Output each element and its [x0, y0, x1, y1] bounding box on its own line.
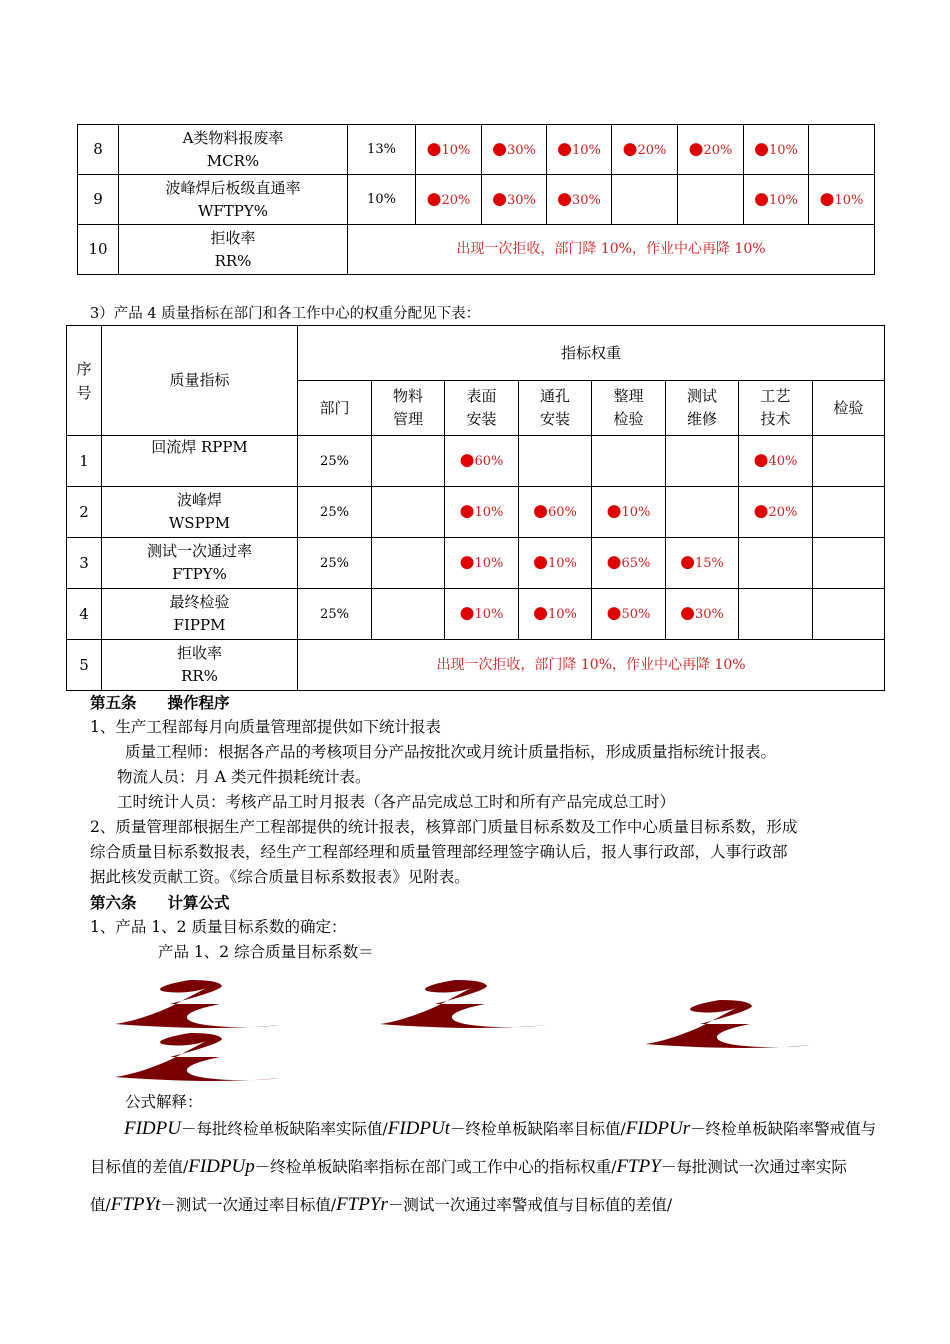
t2-row-1-weight-3	[592, 436, 666, 487]
header-col-label: 整理	[613, 387, 644, 405]
t1-row-9-weight-4	[678, 175, 744, 225]
header-col-4	[592, 381, 666, 436]
var-ftpy: FTPY	[616, 1156, 661, 1177]
t2-row-3-weight-4	[666, 538, 739, 589]
table-row	[67, 487, 885, 538]
bullet-icon: ●	[606, 603, 622, 623]
bullet-icon: ●	[753, 501, 769, 521]
t2-row-4-dept: 25%	[298, 589, 372, 640]
weight-value: 20%	[441, 192, 471, 208]
var-ftpyt: FTPYt	[110, 1194, 161, 1215]
t2-row-1-indicator	[102, 436, 298, 487]
t2-row-4-indicator-code: FIPPM	[173, 616, 226, 634]
t1-row-10-indicator-name: 拒收率	[210, 228, 256, 247]
bullet-icon: ●	[557, 138, 572, 159]
t1-row-8-weight-4	[678, 125, 744, 175]
var-fidpu-desc: －每批终检单板缺陷率实际值/	[180, 1120, 388, 1138]
weight-value: 20%	[637, 142, 667, 158]
header-col-0	[298, 381, 372, 436]
table-row	[67, 640, 885, 691]
header-col-label: 物料	[392, 387, 423, 405]
table-row	[67, 436, 885, 487]
t1-row-9-weight-3	[612, 175, 678, 225]
t1-row-8-weight-5	[744, 125, 809, 175]
table-row	[67, 589, 885, 640]
bullet-icon: ●	[533, 501, 548, 521]
header-col-label: 安装	[466, 410, 497, 428]
bullet-icon: ●	[754, 188, 769, 209]
t1-row-9-weight-1	[482, 175, 547, 225]
t2-row-3-weight-3	[592, 538, 666, 589]
formula-placeholder-graphic	[100, 975, 820, 1090]
weight-value: 60%	[474, 454, 504, 469]
header-col-label: 管理	[392, 410, 423, 428]
t2-row-4-weight-3	[592, 589, 666, 640]
table-row	[78, 175, 875, 225]
t2-row-1-dept: 25%	[298, 436, 372, 487]
t2-row-3-no: 3	[67, 538, 102, 589]
t2-row-1-weight-0	[372, 436, 445, 487]
t2-row-2-indicator	[102, 487, 298, 538]
t1-row-8-no: 8	[78, 125, 119, 175]
bullet-icon: ●	[680, 552, 695, 572]
t1-row-9-indicator-code: WFTPY%	[197, 201, 269, 220]
article-5-line-2: 质量工程师：根据各产品的考核项目分产品按批次或月统计质量指标，形成质量指标统计报表。	[125, 743, 777, 761]
header-col-3	[519, 381, 592, 436]
bullet-icon: ●	[680, 603, 695, 623]
t2-row-4-indicator	[102, 589, 298, 640]
bullet-icon: ●	[533, 603, 548, 623]
bullet-icon: ●	[459, 501, 475, 521]
t1-row-9-weight-5	[744, 175, 809, 225]
bullet-icon: ●	[459, 450, 475, 470]
bullet-icon: ●	[754, 138, 769, 159]
weight-value: 10%	[474, 607, 504, 622]
t1-row-8-indicator-name: A类物料报废率	[182, 128, 284, 147]
t2-row-1-weight-1	[445, 436, 519, 487]
weight-value: 10%	[768, 192, 798, 208]
header-col-6	[739, 381, 813, 436]
t2-row-4-weight-2	[519, 589, 592, 640]
t2-row-5-note: 出现一次拒收，部门降 10%，作业中心再降 10%	[298, 640, 885, 691]
article-5-line-3: 物流人员：月 A 类元件损耗统计表。	[117, 768, 371, 786]
var-ftpyr: FTPYr	[336, 1194, 388, 1215]
weight-value: 60%	[547, 505, 577, 520]
header-col-label: 工艺	[760, 387, 791, 405]
bullet-icon: ●	[606, 552, 622, 572]
bullet-icon: ●	[459, 552, 475, 572]
t2-row-3-weight-2	[519, 538, 592, 589]
header-weight: 指标权重	[298, 326, 885, 381]
t1-row-9-weight-6	[809, 175, 875, 225]
article-5-line-5: 2、质量管理部根据生产工程部提供的统计报表，核算部门质量目标系数及工作中心质量目标系数，形成	[90, 818, 798, 836]
header-col-label: 安装	[539, 410, 570, 428]
t1-row-10-no: 10	[78, 225, 119, 275]
weight-value: 20%	[768, 505, 798, 520]
t2-row-1-no: 1	[67, 436, 102, 487]
t1-row-8-indicator	[119, 125, 348, 175]
var-fidput: FIDPUt	[387, 1118, 450, 1139]
header-seq-label: 序号	[76, 359, 92, 402]
t1-row-8-weight-6	[809, 125, 875, 175]
t1-row-8-target: 13%	[348, 125, 416, 175]
var-fidpur-desc: －终检单板缺陷率警戒值与目标值的差值/	[90, 1120, 877, 1176]
t2-row-2-indicator-code: WSPPM	[168, 514, 231, 532]
bullet-icon: ●	[426, 138, 442, 159]
t2-row-4-weight-4	[666, 589, 739, 640]
weight-value: 20%	[703, 142, 733, 158]
t2-row-1-weight-6	[813, 436, 885, 487]
header-col-label: 通孔	[539, 387, 570, 405]
formula-symbol-2	[380, 980, 545, 1028]
weight-value: 40%	[768, 454, 798, 469]
t2-row-4-weight-1	[445, 589, 519, 640]
t2-row-3-indicator	[102, 538, 298, 589]
t2-row-1-weight-4	[666, 436, 739, 487]
t2-row-1-indicator-name: 回流焊 RPPM	[151, 438, 248, 456]
bullet-icon: ●	[533, 552, 548, 572]
t2-row-2-weight-2	[519, 487, 592, 538]
t2-row-5-indicator-name: 拒收率	[176, 644, 222, 662]
header-col-label: 检验	[833, 398, 864, 417]
t1-row-8-weight-3	[612, 125, 678, 175]
t2-row-4-indicator-name: 最终检验	[169, 593, 230, 611]
bullet-icon: ●	[459, 603, 475, 623]
weight-value: 10%	[474, 505, 504, 520]
weight-value: 10%	[547, 607, 577, 622]
weight-value: 50%	[621, 607, 651, 622]
table-row	[78, 125, 875, 175]
t2-row-2-indicator-name: 波峰焊	[176, 491, 222, 509]
var-ftpy-desc: －每批测试一次通过率实际值/	[90, 1158, 847, 1214]
article-6-title: 第六条 计算公式	[90, 893, 230, 912]
t1-row-8-weight-1	[482, 125, 547, 175]
article-5-line-1: 1、生产工程部每月向质量管理部提供如下统计报表	[90, 718, 441, 736]
header-col-5	[666, 381, 739, 436]
header-seq	[67, 326, 102, 436]
header-col-label: 检验	[613, 410, 644, 428]
weight-value: 10%	[571, 142, 601, 158]
t2-row-5-indicator	[102, 640, 298, 691]
article-6-line-2: 产品 1、2 综合质量目标系数＝	[158, 943, 374, 961]
indicator-table-continued	[77, 124, 875, 275]
t2-row-2-dept: 25%	[298, 487, 372, 538]
bullet-icon: ●	[688, 138, 704, 159]
weight-value: 30%	[506, 192, 536, 208]
t1-row-9-no: 9	[78, 175, 119, 225]
formula-symbol-4	[115, 1033, 280, 1081]
t2-row-2-weight-3	[592, 487, 666, 538]
t1-row-8-indicator-code: MCR%	[206, 151, 260, 170]
formula-symbol-1	[115, 980, 280, 1028]
weight-value: 10%	[621, 505, 651, 520]
formula-explain-label: 公式解释：	[125, 1093, 203, 1111]
var-fidpur: FIDPUr	[625, 1118, 691, 1139]
formula-explanation	[90, 1110, 880, 1224]
t1-row-8-weight-0	[416, 125, 482, 175]
bullet-icon: ●	[557, 188, 572, 209]
bullet-icon: ●	[606, 501, 622, 521]
t2-row-1-weight-5	[739, 436, 813, 487]
t1-row-9-target: 10%	[348, 175, 416, 225]
t1-row-10-indicator-code: RR%	[214, 251, 252, 270]
t2-row-3-indicator-code: FTPY%	[172, 565, 227, 583]
weight-value: 10%	[474, 556, 504, 571]
table-row	[78, 225, 875, 275]
header-col-1	[372, 381, 445, 436]
header-col-label: 测试	[686, 387, 717, 405]
header-col-label: 维修	[686, 410, 717, 428]
header-indicator: 质量指标	[102, 326, 298, 436]
t2-row-5-no: 5	[67, 640, 102, 691]
article-5-line-7: 据此核发贡献工资。《综合质量目标系数报表》见附表。	[90, 868, 470, 886]
weight-value: 10%	[547, 556, 577, 571]
table-row	[67, 538, 885, 589]
t2-row-2-weight-0	[372, 487, 445, 538]
var-ftpyt-desc: －测试一次通过率目标值/	[160, 1196, 337, 1214]
var-fidpu: FIDPU	[124, 1118, 181, 1139]
weight-value: 10%	[768, 142, 798, 158]
bullet-icon: ●	[622, 138, 638, 159]
t2-row-4-weight-5	[739, 589, 813, 640]
article-5-line-6: 综合质量目标系数报表，经生产工程部经理和质量管理部经理签字确认后，报人事行政部，人事行政部	[90, 843, 788, 861]
bullet-icon: ●	[492, 138, 507, 159]
t2-row-3-dept: 25%	[298, 538, 372, 589]
t2-row-3-weight-0	[372, 538, 445, 589]
formula-symbol-3	[645, 1000, 810, 1048]
weight-value: 15%	[694, 556, 724, 571]
weight-value: 10%	[441, 142, 471, 158]
t1-row-9-weight-2	[547, 175, 612, 225]
header-col-2	[445, 381, 519, 436]
article-5-line-4: 工时统计人员：考核产品工时月报表（各产品完成总工时和所有产品完成总工时）	[117, 793, 676, 811]
product4-weight-table	[66, 325, 885, 691]
t1-row-8-weight-2	[547, 125, 612, 175]
var-fidput-desc: －终检单板缺陷率目标值/	[449, 1120, 626, 1138]
t1-row-9-indicator-name: 波峰焊后板级直通率	[165, 178, 301, 197]
section-3-intro: 3）产品 4 质量指标在部门和各工作中心的权重分配见下表：	[90, 306, 481, 322]
weight-value: 10%	[834, 192, 864, 208]
weight-value: 65%	[621, 556, 651, 571]
t1-row-10-note: 出现一次拒收，部门降 10%，作业中心再降 10%	[348, 225, 875, 275]
var-fidpup-desc: －终检单板缺陷率指标在部门或工作中心的指标权重/	[254, 1158, 617, 1176]
t1-row-9-indicator	[119, 175, 348, 225]
t2-row-2-weight-5	[739, 487, 813, 538]
bullet-icon: ●	[753, 450, 769, 470]
t2-row-2-weight-1	[445, 487, 519, 538]
weight-value: 30%	[506, 142, 536, 158]
t2-row-4-weight-0	[372, 589, 445, 640]
t2-row-2-weight-6	[813, 487, 885, 538]
article-5-title: 第五条 操作程序	[90, 693, 230, 712]
var-fidpup: FIDPUp	[188, 1156, 255, 1177]
weight-value: 30%	[694, 607, 724, 622]
header-col-7	[813, 381, 885, 436]
t2-row-2-no: 2	[67, 487, 102, 538]
t1-row-10-indicator	[119, 225, 348, 275]
t2-row-3-weight-5	[739, 538, 813, 589]
header-col-label: 部门	[319, 398, 350, 417]
t2-row-1-weight-2	[519, 436, 592, 487]
var-ftpyr-desc: －测试一次通过率警戒值与目标值的差值/	[387, 1196, 673, 1214]
bullet-icon: ●	[492, 188, 507, 209]
header-col-label: 表面	[466, 387, 497, 405]
t2-row-4-weight-6	[813, 589, 885, 640]
t2-row-3-weight-6	[813, 538, 885, 589]
t2-row-3-weight-1	[445, 538, 519, 589]
bullet-icon: ●	[426, 188, 442, 209]
weight-value: 30%	[571, 192, 601, 208]
t2-row-4-no: 4	[67, 589, 102, 640]
t2-row-3-indicator-name: 测试一次通过率	[146, 542, 252, 560]
article-6-line-1: 1、产品 1、2 质量目标系数的确定：	[90, 918, 347, 936]
t1-row-9-weight-0	[416, 175, 482, 225]
t2-row-5-indicator-code: RR%	[181, 667, 218, 685]
t2-row-2-weight-4	[666, 487, 739, 538]
bullet-icon: ●	[819, 188, 835, 209]
header-col-label: 技术	[760, 410, 791, 428]
